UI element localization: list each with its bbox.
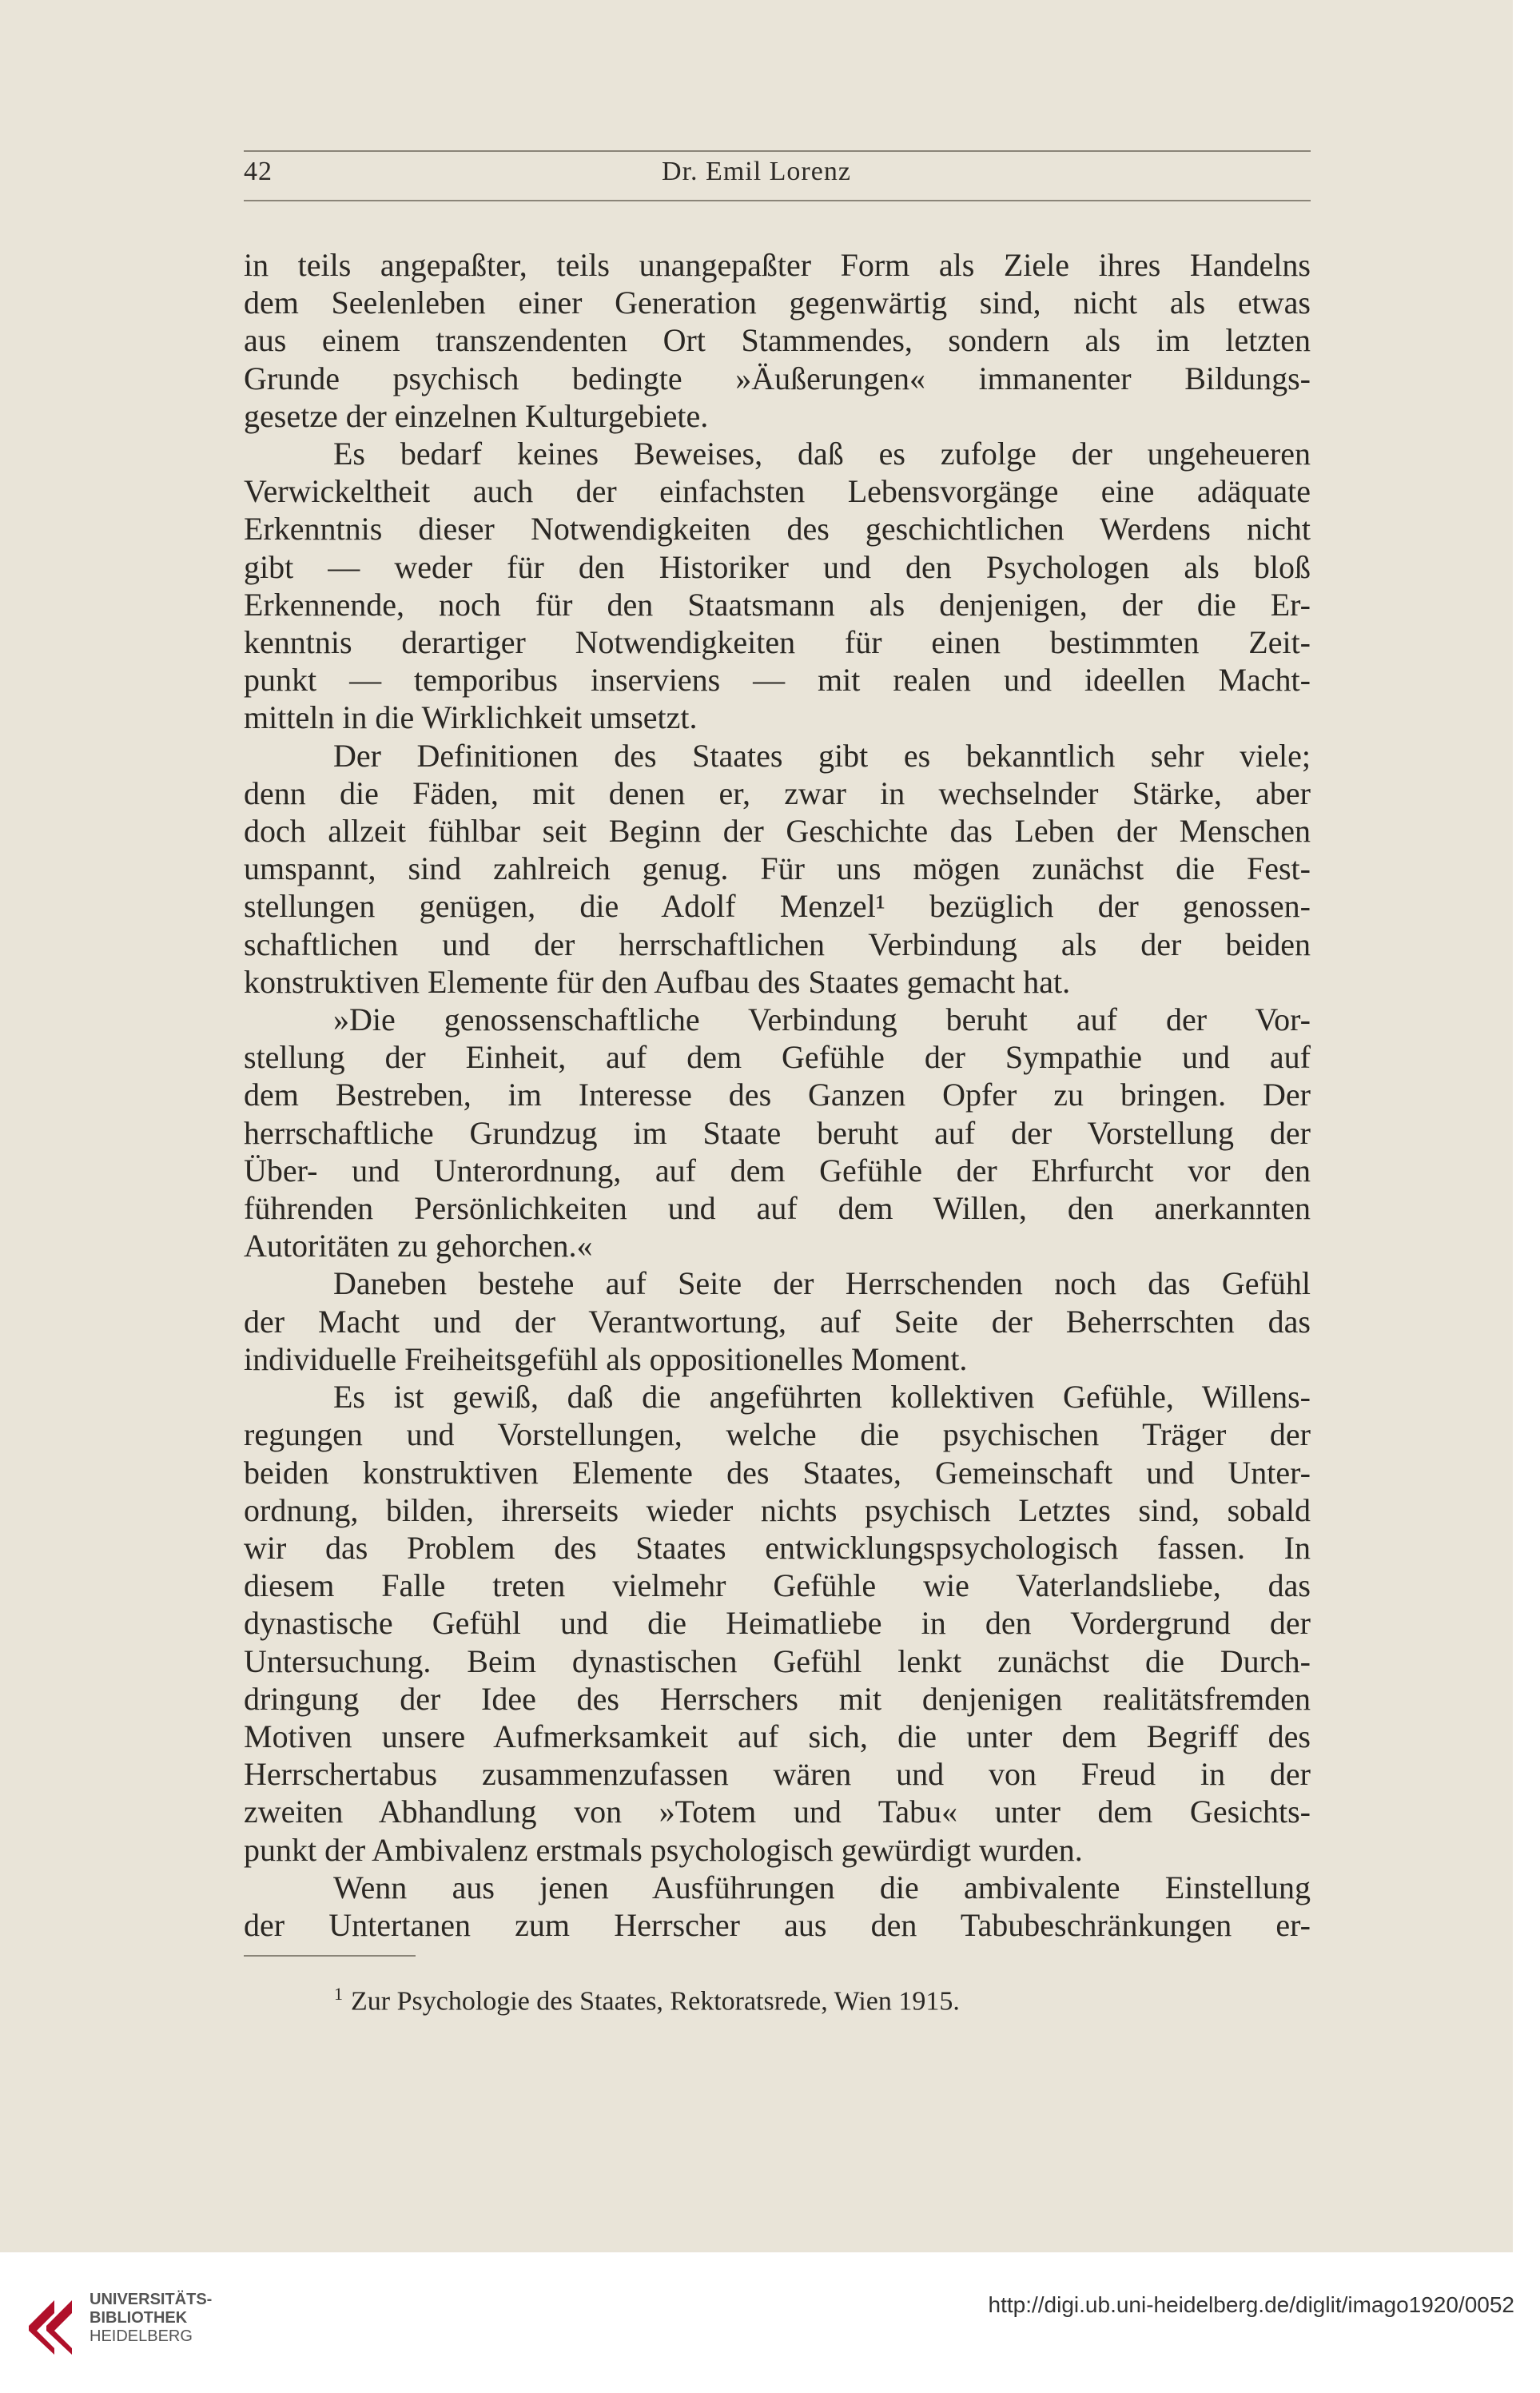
page-number: 42 bbox=[244, 157, 273, 186]
text-line: umspannt, sind zahlreich genug. Für uns mögen zunächst die Fest- bbox=[244, 850, 1311, 887]
library-name-line1: UNIVERSITÄTS- bbox=[90, 2291, 213, 2308]
text-line: gesetze der einzelnen Kulturgebiete. bbox=[244, 397, 709, 434]
text-line: diesem Falle treten vielmehr Gefühle wie Vaterlandsliebe, das bbox=[244, 1567, 1311, 1604]
paragraph bbox=[244, 1001, 1311, 1264]
paragraph bbox=[244, 435, 1311, 737]
text-line: aus einem transzendenten Ort Stammendes, sondern als im letzten bbox=[244, 322, 1311, 359]
text-line: wir das Problem des Staates entwicklungspsychologisch fassen. In bbox=[244, 1529, 1311, 1566]
text-line: denn die Fäden, mit denen er, zwar in wechselnder Stärke, aber bbox=[244, 774, 1311, 811]
text-line: Untersuchung. Beim dynastischen Gefühl lenkt zunächst die Durch- bbox=[244, 1642, 1311, 1679]
text-line: ordnung, bilden, ihrerseits wieder nichts psychisch Letztes sind, sobald bbox=[244, 1491, 1311, 1528]
footnote bbox=[334, 1984, 960, 2017]
paragraph bbox=[244, 246, 1311, 435]
text-line: Über- und Unterordnung, auf dem Gefühle der Ehrfurcht vor den bbox=[244, 1152, 1311, 1189]
text-line: punkt — temporibus inserviens — mit realen und ideellen Macht- bbox=[244, 662, 1311, 699]
footnote-text: Zur Psychologie des Staates, Rektoratsrede, Wien 1915. bbox=[351, 1986, 960, 2017]
text-line: dem Bestreben, im Interesse des Ganzen Opfer zu bringen. Der bbox=[244, 1077, 1311, 1113]
text-line: Daneben bestehe auf Seite der Herrschenden noch das Gefühl bbox=[333, 1265, 1311, 1302]
header-rule-top bbox=[244, 150, 1311, 152]
text-line: Motiven unsere Aufmerksamkeit auf sich, die unter dem Begriff des bbox=[244, 1718, 1311, 1754]
text-line: Der Definitionen des Staates gibt es bekanntlich sehr viele; bbox=[333, 737, 1311, 774]
text-line: konstruktiven Elemente für den Aufbau des Staates gemacht hat. bbox=[244, 963, 1071, 1000]
text-line: Erkenntnis dieser Notwendigkeiten des geschichtlichen Werdens nicht bbox=[244, 511, 1311, 547]
text-line: dringung der Idee des Herrschers mit denjenigen realitätsfremden bbox=[244, 1680, 1311, 1717]
text-line: dynastische Gefühl und die Heimatliebe in den Vordergrund der bbox=[244, 1605, 1311, 1642]
text-line: Grunde psychisch bedingte »Äußerungen« immanenter Bildungs- bbox=[244, 360, 1311, 396]
footnote-rule bbox=[244, 1955, 416, 1957]
text-line: kenntnis derartiger Notwendigkeiten für einen bestimmten Zeit- bbox=[244, 624, 1311, 661]
body-text bbox=[244, 246, 1311, 1944]
library-logo-icon bbox=[22, 2278, 80, 2358]
text-line: in teils angepaßter, teils unangepaßter Form als Ziele ihres Handelns bbox=[244, 247, 1311, 283]
text-line: Erkennende, noch für den Staatsmann als denjenigen, der die Er- bbox=[244, 586, 1311, 623]
running-head: Dr. Emil Lorenz bbox=[662, 157, 851, 186]
footer-bar bbox=[0, 2252, 1540, 2393]
text-line: punkt der Ambivalenz erstmals psychologisch gewürdigt wurden. bbox=[244, 1831, 1083, 1868]
text-line: stellungen genügen, die Adolf Menzel¹ bezüglich der genossen- bbox=[244, 888, 1311, 925]
library-name-line2: BIBLIOTHEK bbox=[90, 2309, 188, 2327]
text-line: Herrschertabus zusammenzufassen wären und von Freud in der bbox=[244, 1756, 1311, 1793]
header-rule-bottom bbox=[244, 200, 1311, 201]
text-line: Autoritäten zu gehorchen.« bbox=[244, 1228, 593, 1264]
footnote-marker: 1 bbox=[334, 1984, 343, 2004]
text-line: doch allzeit fühlbar seit Beginn der Geschichte das Leben der Menschen bbox=[244, 813, 1311, 850]
library-name-line3: HEIDELBERG bbox=[90, 2327, 193, 2345]
text-line: dem Seelenleben einer Generation gegenwärtig sind, nicht als etwas bbox=[244, 285, 1311, 321]
text-line: individuelle Freiheitsgefühl als oppositionelles Moment. bbox=[244, 1340, 968, 1377]
paragraph bbox=[244, 737, 1311, 1001]
text-line: »Die genossenschaftliche Verbindung beruht auf der Vor- bbox=[333, 1001, 1311, 1038]
text-line: mitteln in die Wirklichkeit umsetzt. bbox=[244, 699, 698, 736]
text-line: herrschaftliche Grundzug im Staate beruht auf der Vorstellung der bbox=[244, 1114, 1311, 1151]
text-line: der Untertanen zum Herrscher aus den Tabubeschränkungen er- bbox=[244, 1906, 1311, 1943]
text-line: Wenn aus jenen Ausführungen die ambivalente Einstellung bbox=[333, 1869, 1311, 1905]
text-line: Es bedarf keines Beweises, daß es zufolge der ungeheueren bbox=[333, 436, 1311, 472]
text-line: beiden konstruktiven Elemente des Staates, Gemeinschaft und Unter- bbox=[244, 1454, 1311, 1491]
text-line: Es ist gewiß, daß die angeführten kollektiven Gefühle, Willens- bbox=[333, 1379, 1311, 1415]
text-line: zweiten Abhandlung von »Totem und Tabu« unter dem Gesichts- bbox=[244, 1794, 1311, 1830]
text-line: stellung der Einheit, auf dem Gefühle der Sympathie und auf bbox=[244, 1039, 1311, 1076]
source-url[interactable]: http://digi.ub.uni-heidelberg.de/diglit/imago1920/0052 bbox=[988, 2292, 1514, 2317]
library-name bbox=[90, 2291, 212, 2346]
text-line: Verwickeltheit auch der einfachsten Lebensvorgänge eine adäquate bbox=[244, 473, 1311, 510]
paragraph bbox=[244, 1264, 1311, 1378]
text-line: gibt — weder für den Historiker und den Psychologen als bloß bbox=[244, 548, 1311, 585]
text-line: schaftlichen und der herrschaftlichen Verbindung als der beiden bbox=[244, 926, 1311, 962]
scan-edge bbox=[1513, 0, 1540, 2393]
paragraph bbox=[244, 1378, 1311, 1869]
text-line: führenden Persönlichkeiten und auf dem Willen, den anerkannten bbox=[244, 1190, 1311, 1227]
text-line: der Macht und der Verantwortung, auf Seite der Beherrschten das bbox=[244, 1303, 1311, 1340]
paragraph bbox=[244, 1869, 1311, 1944]
text-line: regungen und Vorstellungen, welche die psychischen Träger der bbox=[244, 1416, 1311, 1453]
